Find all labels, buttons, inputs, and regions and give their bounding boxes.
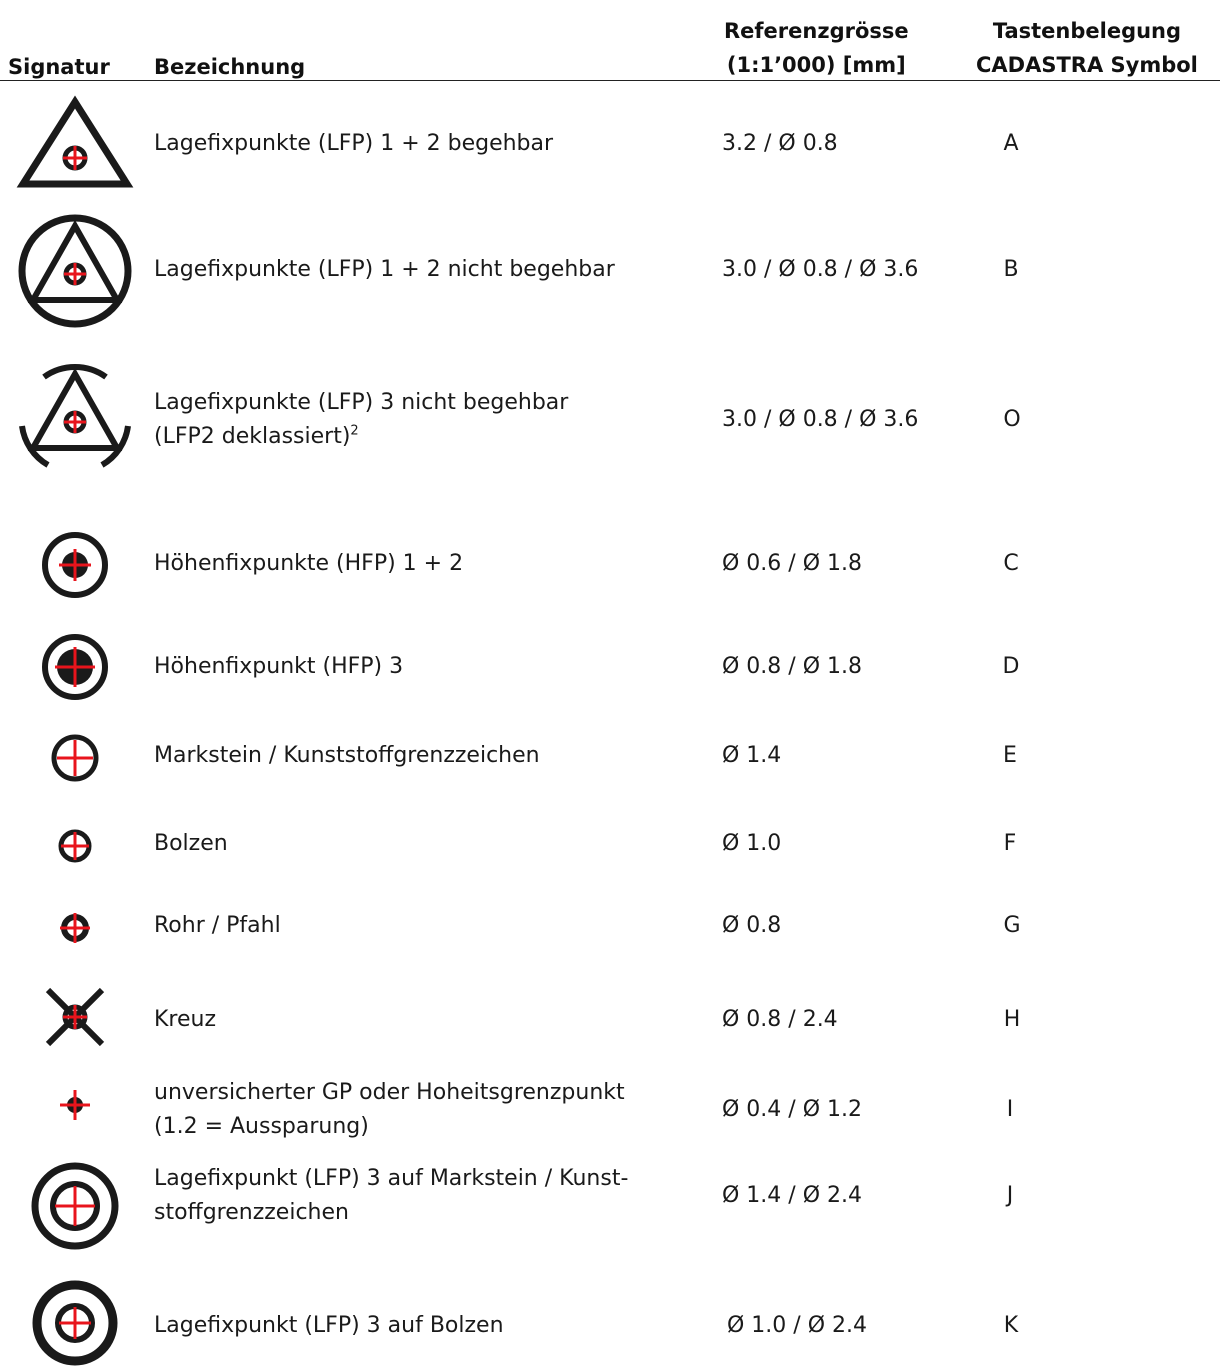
row-j-bezeichnung-line2: stoffgrenzzeichen bbox=[154, 1200, 349, 1225]
row-h-taste: H bbox=[1003, 1007, 1021, 1032]
header-taste-line1: Tastenbelegung bbox=[992, 19, 1182, 43]
footnote-ref: 2 bbox=[350, 423, 359, 439]
row-j-taste: J bbox=[1006, 1183, 1014, 1208]
row-g-taste: G bbox=[1003, 913, 1021, 938]
row-f-taste: F bbox=[1003, 831, 1017, 856]
row-g-referenz: Ø 0.8 bbox=[722, 913, 782, 938]
lfp-markstein-double-ring-icon bbox=[0, 1160, 150, 1252]
header-tastenbelegung bbox=[976, 14, 1198, 82]
row-a-bezeichnung: Lagefixpunkte (LFP) 1 + 2 begehbar bbox=[154, 131, 554, 156]
header-signatur: Signatur bbox=[8, 55, 110, 79]
header-referenz bbox=[724, 14, 909, 82]
row-o-bezeichnung-text: (LFP2 deklassiert) bbox=[154, 424, 351, 449]
row-i-bezeichnung bbox=[154, 1076, 694, 1144]
lfp-bolzen-ring-icon bbox=[0, 1278, 150, 1368]
row-h-referenz: Ø 0.8 / 2.4 bbox=[722, 1007, 838, 1032]
row-a-referenz: 3.2 / Ø 0.8 bbox=[722, 131, 838, 156]
markstein-circle-cross-icon bbox=[0, 732, 150, 784]
row-i-bezeichnung-line2: (1.2 = Aussparung) bbox=[154, 1114, 369, 1139]
row-g-bezeichnung: Rohr / Pfahl bbox=[154, 913, 281, 938]
grenzpunkt-dot-icon bbox=[0, 1086, 150, 1124]
row-e-referenz: Ø 1.4 bbox=[722, 743, 782, 768]
row-c-bezeichnung: Höhenfixpunkte (HFP) 1 + 2 bbox=[154, 551, 464, 576]
row-f-referenz: Ø 1.0 bbox=[722, 831, 782, 856]
row-d-taste: D bbox=[1002, 654, 1020, 679]
header-referenz-line2: (1:1’000) [mm] bbox=[726, 53, 906, 77]
row-o-referenz: 3.0 / Ø 0.8 / Ø 3.6 bbox=[722, 407, 919, 432]
row-e-bezeichnung: Markstein / Kunststoffgrenzzeichen bbox=[154, 743, 540, 768]
row-d-bezeichnung: Höhenfixpunkt (HFP) 3 bbox=[154, 654, 404, 679]
lfp-triangle-in-circle-icon bbox=[0, 212, 150, 330]
row-h-bezeichnung: Kreuz bbox=[154, 1007, 217, 1032]
row-o-taste: O bbox=[1003, 407, 1021, 432]
row-k-bezeichnung: Lagefixpunkt (LFP) 3 auf Bolzen bbox=[154, 1313, 504, 1338]
row-f-bezeichnung: Bolzen bbox=[154, 831, 228, 856]
row-j-referenz: Ø 1.4 / Ø 2.4 bbox=[722, 1183, 862, 1208]
header-taste-line2: CADASTRA Symbol bbox=[976, 53, 1198, 77]
row-b-taste: B bbox=[1003, 257, 1019, 282]
row-o-bezeichnung-line1: Lagefixpunkte (LFP) 3 nicht begehbar bbox=[154, 390, 569, 415]
row-o-bezeichnung-line2 bbox=[154, 420, 694, 454]
hfp-ring-large-dot-icon bbox=[0, 632, 150, 702]
kreuz-x-icon bbox=[0, 982, 150, 1052]
header-bezeichnung: Bezeichnung bbox=[154, 55, 306, 79]
row-k-referenz: Ø 1.0 / Ø 2.4 bbox=[727, 1313, 867, 1338]
row-a-taste: A bbox=[1003, 131, 1019, 156]
hfp-ring-dot-icon bbox=[0, 530, 150, 600]
row-b-bezeichnung: Lagefixpunkte (LFP) 1 + 2 nicht begehbar bbox=[154, 257, 615, 282]
rohr-circle-cross-icon bbox=[0, 910, 150, 946]
row-c-referenz: Ø 0.6 / Ø 1.8 bbox=[722, 551, 862, 576]
row-e-taste: E bbox=[1003, 743, 1017, 768]
lfp-triangle-in-broken-circle-icon bbox=[0, 360, 150, 478]
row-i-bezeichnung-line1: unversicherter GP oder Hoheitsgrenzpunkt bbox=[154, 1080, 625, 1105]
row-k-taste: K bbox=[1003, 1313, 1019, 1338]
row-d-referenz: Ø 0.8 / Ø 1.8 bbox=[722, 654, 862, 679]
row-c-taste: C bbox=[1003, 551, 1019, 576]
lfp-triangle-icon bbox=[0, 92, 150, 196]
header-divider bbox=[0, 80, 1220, 81]
row-i-taste: I bbox=[1006, 1097, 1014, 1122]
row-j-bezeichnung-line1: Lagefixpunkt (LFP) 3 auf Markstein / Kunst- bbox=[154, 1166, 629, 1191]
bolzen-circle-cross-icon bbox=[0, 826, 150, 866]
row-o-bezeichnung bbox=[154, 386, 694, 454]
row-j-bezeichnung bbox=[154, 1162, 694, 1230]
row-b-referenz: 3.0 / Ø 0.8 / Ø 3.6 bbox=[722, 257, 919, 282]
header-referenz-line1: Referenzgrösse bbox=[724, 19, 909, 43]
row-i-referenz: Ø 0.4 / Ø 1.2 bbox=[722, 1097, 862, 1122]
